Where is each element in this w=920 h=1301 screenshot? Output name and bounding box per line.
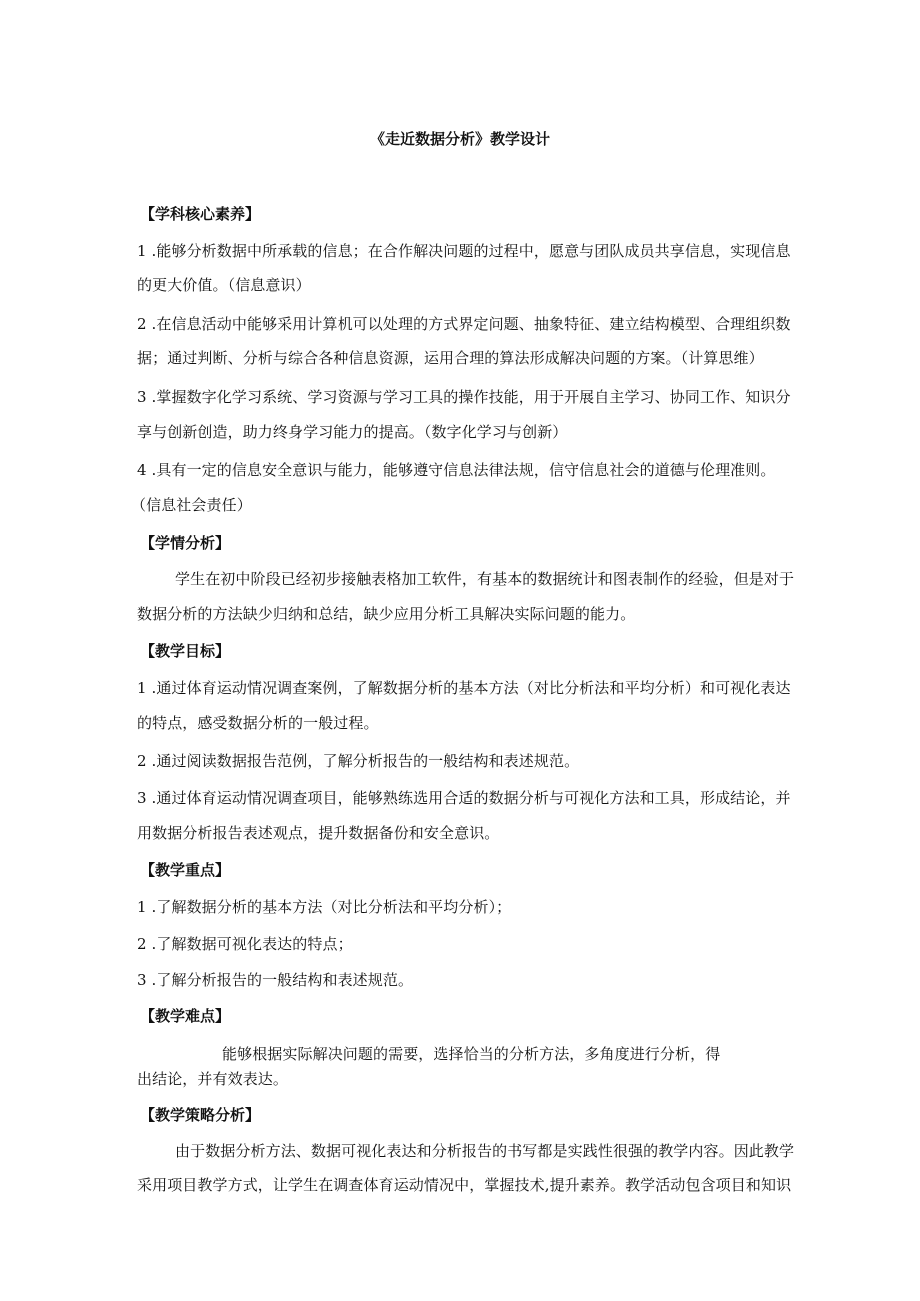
section-heading-teaching-goals: 【教学目标】 — [140, 642, 231, 660]
paragraph-line: 1 .通过体育运动情况调查案例，了解数据分析的基本方法（对比分析法和平均分析）和可视化表达 — [137, 679, 791, 697]
paragraph-line: 出结论，并有效表达。 — [137, 1070, 289, 1088]
section-heading-core-literacy: 【学科核心素养】 — [140, 205, 261, 223]
paragraph-line: 3 .了解分析报告的一般结构和表述规范。 — [137, 971, 414, 989]
section-heading-strategy: 【教学策略分析】 — [140, 1106, 261, 1124]
paragraph-line: 的特点，感受数据分析的一般过程。 — [137, 714, 379, 732]
document-title: 《走近数据分析》教学设计 — [369, 130, 550, 148]
paragraph-line: 3 .通过体育运动情况调查项目，能够熟练选用合适的数据分析与可视化方法和工具，形成结论，并 — [137, 789, 791, 807]
paragraph-line: 据；通过判断、分析与综合各种信息资源，运用合理的算法形成解决问题的方案。（计算思维） — [137, 349, 764, 367]
paragraph-line: 3 .掌握数字化学习系统、学习资源与学习工具的操作技能，用于开展自主学习、协同工作、知识分 — [137, 388, 791, 406]
paragraph-line: 享与创新创造，助力终身学习能力的提高。（数字化学习与创新） — [137, 423, 568, 441]
paragraph-line: 采用项目教学方式，让学生在调查体育运动情况中，掌握技术,提升素养。教学活动包含项目和知识 — [137, 1176, 792, 1194]
paragraph-line: 用数据分析报告表述观点，提升数据备份和安全意识。 — [137, 824, 500, 842]
paragraph-line: 学生在初中阶段已经初步接触表格加工软件，有基本的数据统计和图表制作的经验，但是对于 — [175, 570, 795, 588]
paragraph-line: 2 .通过阅读数据报告范例，了解分析报告的一般结构和表述规范。 — [137, 752, 580, 770]
paragraph-line: 2 .在信息活动中能够采用计算机可以处理的方式界定问题、抽象特征、建立结构模型、合理组织数 — [137, 315, 791, 333]
section-heading-key-points: 【教学重点】 — [140, 861, 231, 879]
paragraph-line: 由于数据分析方法、数据可视化表达和分析报告的书写都是实践性很强的教学内容。因此教学 — [175, 1142, 795, 1160]
paragraph-line: 1 .了解数据分析的基本方法（对比分析法和平均分析）； — [137, 898, 512, 916]
paragraph-line: 能够根据实际解决问题的需要，选择恰当的分析方法，多角度进行分析，得 — [222, 1045, 721, 1063]
paragraph-line: 2 .了解数据可视化表达的特点； — [137, 935, 353, 953]
paragraph-line: 1 .能够分析数据中所承载的信息；在合作解决问题的过程中，愿意与团队成员共享信息，实现信息 — [137, 242, 791, 260]
paragraph-line: 数据分析的方法缺少归纳和总结，缺少应用分析工具解决实际问题的能力。 — [137, 605, 636, 623]
paragraph-line: （信息社会责任） — [131, 496, 252, 514]
paragraph-line: 的更大价值。（信息意识） — [137, 276, 311, 294]
section-heading-difficulties: 【教学难点】 — [140, 1007, 231, 1025]
section-heading-learner-analysis: 【学情分析】 — [140, 534, 231, 552]
paragraph-line: 4 .具有一定的信息安全意识与能力，能够遵守信息法律法规，信守信息社会的道德与伦理准则。 — [137, 461, 776, 479]
